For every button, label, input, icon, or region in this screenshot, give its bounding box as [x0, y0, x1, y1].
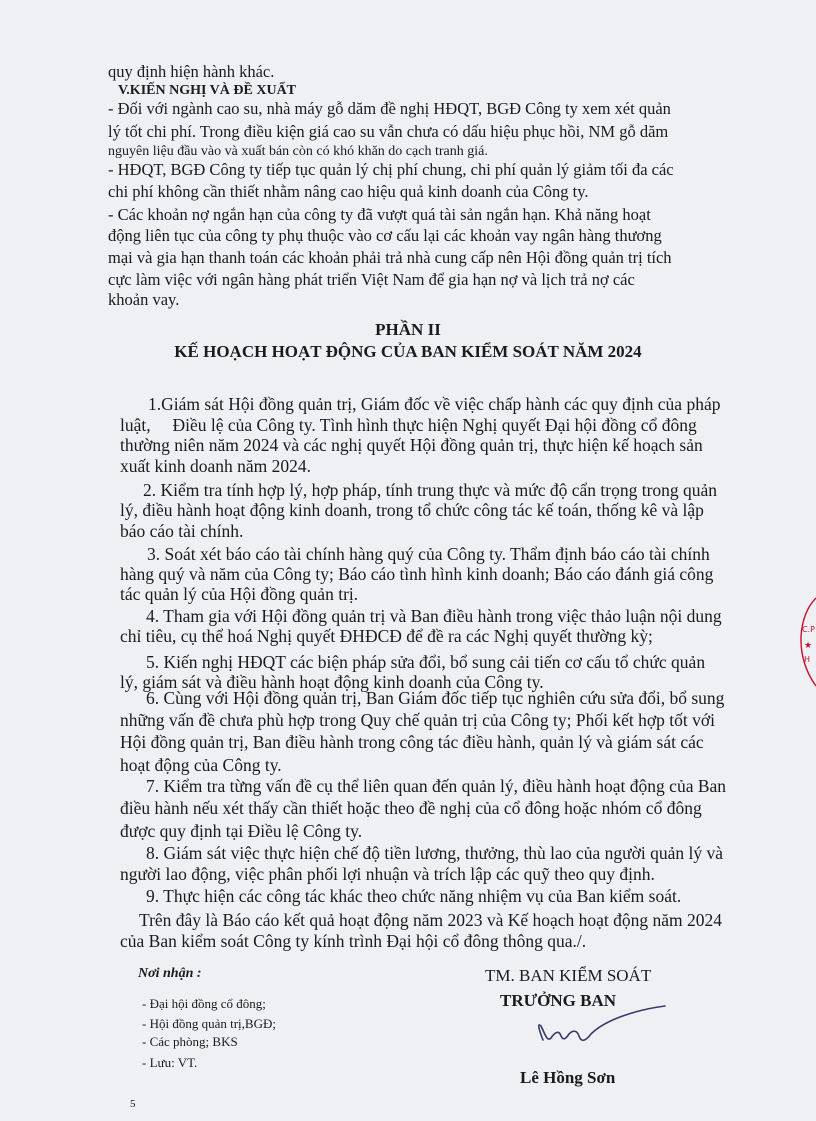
- recipient-item: - Lưu: VT.: [142, 1055, 198, 1070]
- body-line: mại và gia hạn thanh toán các khoản phải trả nhà cung cấp nên Hội đồng quản trị tích: [108, 248, 672, 267]
- body-line: khoản vay.: [108, 290, 180, 309]
- signature-title: TRƯỞNG BAN: [500, 991, 617, 1010]
- svg-text:C.P: C.P: [802, 625, 815, 634]
- body-line: - HĐQT, BGĐ Công ty tiếp tục quản lý chị phí chung, chi phí quản lý giảm tối đa các: [108, 160, 674, 179]
- plan-line: được quy định tại Điều lệ Công ty.: [120, 821, 363, 841]
- stamp-mark: [790, 596, 816, 688]
- plan-line: luật, Điều lệ của Công ty. Tình hình thực hiện Nghị quyết Đại hội đồng cổ đông: [120, 415, 697, 435]
- plan-line: lý, giám sát và điều hành hoạt động kinh doanh của Công ty.: [120, 672, 544, 692]
- signature-org: TM. BAN KIỂM SOÁT: [485, 966, 652, 985]
- part-heading: PHẦN II: [375, 320, 441, 339]
- plan-line: 9. Thực hiện các công tác khác theo chức năng nhiệm vụ của Ban kiểm soát.: [146, 886, 682, 906]
- plan-line: 4. Tham gia với Hội đồng quản trị và Ban điều hành trong việc thảo luận nội dung: [146, 606, 722, 626]
- plan-line: người lao động, việc phân phối lợi nhuận và trích lập các quỹ theo quy định.: [120, 864, 655, 884]
- recipients-label: Nơi nhận :: [138, 966, 202, 981]
- svg-text:H: H: [804, 655, 811, 664]
- body-line: nguyên liệu đầu vào và xuất bán còn có khó khăn do cạch tranh giá.: [108, 144, 488, 159]
- plan-line: điều hành nếu xét thấy cần thiết hoặc theo đề nghị của cổ đông hoặc nhóm cổ đông: [120, 798, 702, 818]
- signer-name: Lê Hồng Sơn: [520, 1068, 616, 1087]
- plan-line: chỉ tiêu, cụ thể hoá Nghị quyết ĐHĐCĐ để đề ra các Nghị quyết thường kỳ;: [120, 626, 653, 646]
- body-line: - Các khoản nợ ngắn hạn của công ty đã vượt quá tài sản ngắn hạn. Khả năng hoạt: [108, 205, 651, 224]
- plan-line: 2. Kiểm tra tính hợp lý, hợp pháp, tính trung thực và mức độ cẩn trọng trong quản: [143, 480, 718, 500]
- plan-line: 1.Giám sát Hội đồng quản trị, Giám đốc về việc chấp hành các quy định của pháp: [148, 394, 721, 414]
- plan-line: tác quản lý của Hội đồng quản trị.: [120, 584, 359, 604]
- recipient-item: - Các phòng; BKS: [142, 1034, 238, 1049]
- plan-line: 6. Cùng với Hội đồng quản trị, Ban Giám đốc tiếp tục nghiên cứu sửa đổi, bổ sung: [146, 688, 725, 708]
- plan-line: 5. Kiến nghị HĐQT các biện pháp sửa đổi, bổ sung cải tiến cơ cấu tổ chức quản: [146, 652, 706, 672]
- recipient-item: - Hội đồng quản trị,BGĐ;: [142, 1016, 276, 1031]
- body-line: - Đối với ngành cao su, nhà máy gỗ dăm đề nghị HĐQT, BGĐ Công ty xem xét quản: [108, 99, 671, 118]
- plan-line: thường niên năm 2024 và các nghị quyết Hội đồng quản trị, thực hiện kế hoạch sản: [120, 435, 703, 455]
- body-line: động liên tục của công ty phụ thuộc vào cơ cấu lại các khoản vay ngân hàng thương: [108, 226, 662, 245]
- plan-line: Hội đồng quản trị, Ban điều hành trong công tác điều hành, quản lý và giám sát các: [120, 732, 704, 752]
- plan-line: 3. Soát xét báo cáo tài chính hàng quý của Công ty. Thẩm định báo cáo tài chính: [147, 544, 710, 564]
- plan-line: những vấn đề chưa phù hợp trong Quy chế quản trị của Công ty; Phối kết hợp tốt với: [120, 710, 715, 730]
- recipient-item: - Đại hội đồng cổ đông;: [142, 996, 266, 1011]
- plan-line: báo cáo tài chính.: [120, 521, 244, 541]
- plan-line: 8. Giám sát việc thực hiện chế độ tiền lương, thưởng, thù lao của người quản lý và: [146, 843, 723, 863]
- part-subheading: KẾ HOẠCH HOẠT ĐỘNG CỦA BAN KIỂM SOÁT NĂM 2024: [174, 342, 642, 361]
- body-line: chi phí không cần thiết nhằm nâng cao hiệu quả kinh doanh của Công ty.: [108, 182, 589, 201]
- body-line: lý tốt chi phí. Trong điều kiện giá cao su vẫn chưa có dấu hiệu phục hồi, NM gỗ dăm: [108, 122, 669, 141]
- section-v-title: V.KIẾN NGHỊ VÀ ĐỀ XUẤT: [118, 83, 297, 98]
- closing-line: Trên đây là Báo cáo kết quả hoạt động năm 2023 và Kế hoạch hoạt động năm 2024: [139, 910, 723, 930]
- plan-line: xuất kinh doanh năm 2024.: [120, 456, 312, 476]
- svg-text:★: ★: [804, 641, 813, 651]
- plan-line: lý, điều hành hoạt động kinh doanh, trong tổ chức công tác kế toán, thống kê và lập: [120, 500, 704, 520]
- closing-line: của Ban kiểm soát Công ty kính trình Đại hội cổ đông thông qua./.: [120, 931, 587, 951]
- page-number: 5: [130, 1098, 136, 1110]
- plan-line: 7. Kiểm tra từng vấn đề cụ thể liên quan đến quản lý, điều hành hoạt động của Ban: [146, 776, 727, 796]
- handwritten-signature: [525, 1000, 675, 1062]
- previous-section-tail: quy định hiện hành khác.: [108, 62, 275, 81]
- body-line: cực làm việc với ngân hàng phát triển Việt Nam để gia hạn nợ và lịch trả nợ các: [108, 270, 635, 289]
- plan-line: hàng quý và năm của Công ty; Báo cáo tình hình kinh doanh; Báo cáo đánh giá công: [120, 564, 714, 584]
- plan-line: hoạt động của Công ty.: [120, 755, 282, 775]
